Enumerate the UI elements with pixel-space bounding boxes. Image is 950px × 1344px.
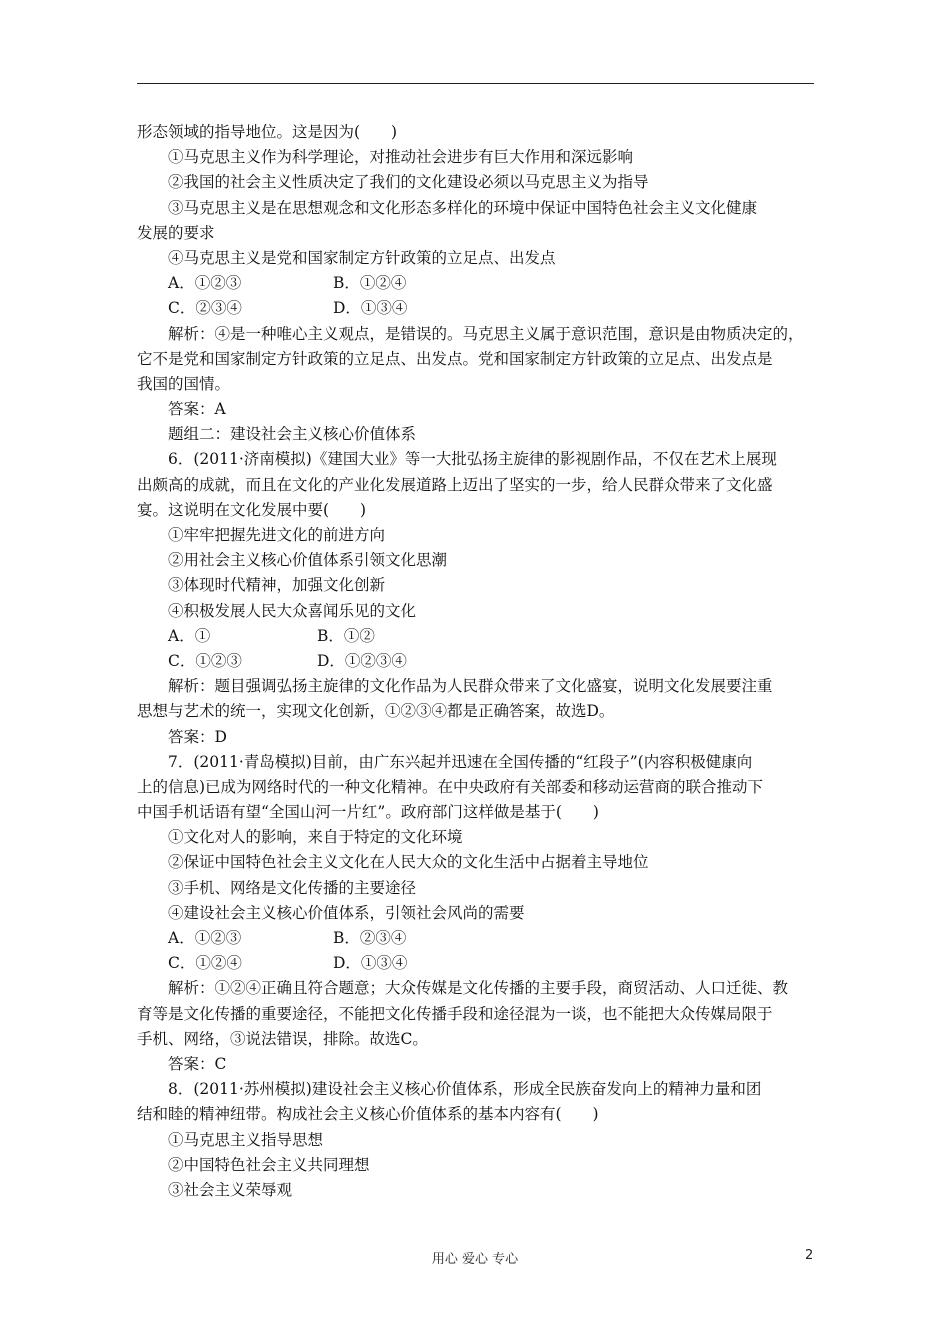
question-stem: 6．(2011·济南模拟)《建国大业》等一大批弘扬主旋律的影视剧作品，不仅在艺术上展现 <box>168 450 777 469</box>
choice-item: ②保证中国特色社会主义文化在人民大众的文化生活中占据着主导地位 <box>168 853 649 872</box>
question-stem-continued: 出颇高的成就，而且在文化的产业化发展道路上迈出了坚实的一步，给人民群众带来了文化盛 <box>137 475 773 494</box>
answer: 答案：D <box>168 727 227 746</box>
explanation-continued: 手机、网络，③说法错误，排除。故选C。 <box>137 1029 428 1048</box>
page-number: 2 <box>805 1248 814 1263</box>
choice-item: ②中国特色社会主义共同理想 <box>168 1155 370 1174</box>
question-stem-continued: 宴。这说明在文化发展中要( ) <box>137 500 367 519</box>
option-a: A．①②③ <box>168 274 242 293</box>
text-line: 发展的要求 <box>137 223 215 242</box>
explanation: 解析：题目强调弘扬主旋律的文化作品为人民群众带来了文化盛宴，说明文化发展要注重 <box>168 677 773 696</box>
footer-motto: 用心 爱心 专心 <box>431 1252 519 1267</box>
answer-options-row <box>137 296 814 321</box>
text-line: 形态领域的指导地位。这是因为( ) <box>137 123 398 141</box>
section-heading: 题组二：建设社会主义核心价值体系 <box>168 425 417 444</box>
option-d: D．①③④ <box>333 299 408 318</box>
answer: 答案：C <box>168 1054 227 1073</box>
option-a: A．①②③ <box>168 929 242 947</box>
choice-item: ③马克思主义是在思想观念和文化形态多样化的环境中保证中国特色社会主义文化健康 <box>168 198 758 217</box>
choice-item: ①马克思主义作为科学理论，对推动社会进步有巨大作用和深远影响 <box>168 148 634 167</box>
explanation: 解析：④是一种唯心主义观点，是错误的。马克思主义属于意识范围，意识是由物质决定的， <box>168 324 804 343</box>
choice-item: ①马克思主义指导思想 <box>168 1130 324 1149</box>
choice-item: ④马克思主义是党和国家制定方针政策的立足点、出发点 <box>168 248 556 267</box>
choice-item: ③体现时代精神，加强文化创新 <box>168 576 386 595</box>
choice-item: ②用社会主义核心价值体系引领文化思潮 <box>168 551 448 570</box>
explanation: 解析：①②④正确且符合题意；大众传媒是文化传播的主要手段，商贸活动、人口迁徙、教 <box>168 979 789 998</box>
choice-item: ④建设社会主义核心价值体系，引领社会风尚的需要 <box>168 903 525 922</box>
answer: 答案：A <box>168 400 226 419</box>
answer-options-row <box>137 649 814 674</box>
question-stem: 8．(2011·苏州模拟)建设社会主义核心价值体系，形成全民族奋发向上的精神力量和团 <box>168 1080 762 1099</box>
explanation-continued: 它不是党和国家制定方针政策的立足点、出发点。党和国家制定方针政策的立足点、出发点是 <box>137 349 773 368</box>
option-b: B．②③④ <box>333 929 407 947</box>
choice-item: ③社会主义荣辱观 <box>168 1180 293 1199</box>
explanation-continued: 我国的国情。 <box>137 374 231 393</box>
choice-item: ②我国的社会主义性质决定了我们的文化建设必须以马克思主义为指导 <box>168 173 649 192</box>
option-c: C．①②④ <box>168 954 242 973</box>
option-b: B．①②④ <box>333 274 407 293</box>
answer-options-row <box>137 624 814 649</box>
explanation-continued: 思想与艺术的统一，实现文化创新，①②③④都是正确答案，故选D。 <box>137 702 615 721</box>
option-a: A．① <box>168 626 211 645</box>
header-rule <box>137 83 814 84</box>
choice-item: ①牢牢把握先进文化的前进方向 <box>168 526 386 544</box>
choice-item: ①文化对人的影响，来自于特定的文化环境 <box>168 828 463 847</box>
option-d: D．①②③④ <box>317 651 407 670</box>
option-b: B．①② <box>317 626 375 645</box>
question-stem-continued: 结和睦的精神纽带。构成社会主义核心价值体系的基本内容有( ) <box>137 1105 599 1124</box>
answer-options-row <box>137 271 814 296</box>
answer-options-row <box>137 926 814 951</box>
choice-item: ③手机、网络是文化传播的主要途径 <box>168 878 417 897</box>
option-c: C．①②③ <box>168 651 242 670</box>
choice-item: ④积极发展人民大众喜闻乐见的文化 <box>168 601 417 620</box>
option-d: D．①③④ <box>333 954 408 973</box>
question-stem-continued: 上的信息)已成为网络时代的一种文化精神。在中央政府有关部委和移动运营商的联合推动下 <box>137 777 764 796</box>
explanation-continued: 育等是文化传播的重要途径，不能把文化传播手段和途径混为一谈，也不能把大众传媒局限于 <box>137 1004 773 1023</box>
option-c: C．②③④ <box>168 299 242 318</box>
document-body <box>137 120 814 1203</box>
answer-options-row <box>137 951 814 976</box>
question-stem: 7．(2011·青岛模拟)目前，由广东兴起并迅速在全国传播的“红段子”(内容积极健康向 <box>168 752 753 771</box>
question-stem-continued: 中国手机话语有望“全国山河一片红”。政府部门这样做是基于( ) <box>137 803 599 822</box>
